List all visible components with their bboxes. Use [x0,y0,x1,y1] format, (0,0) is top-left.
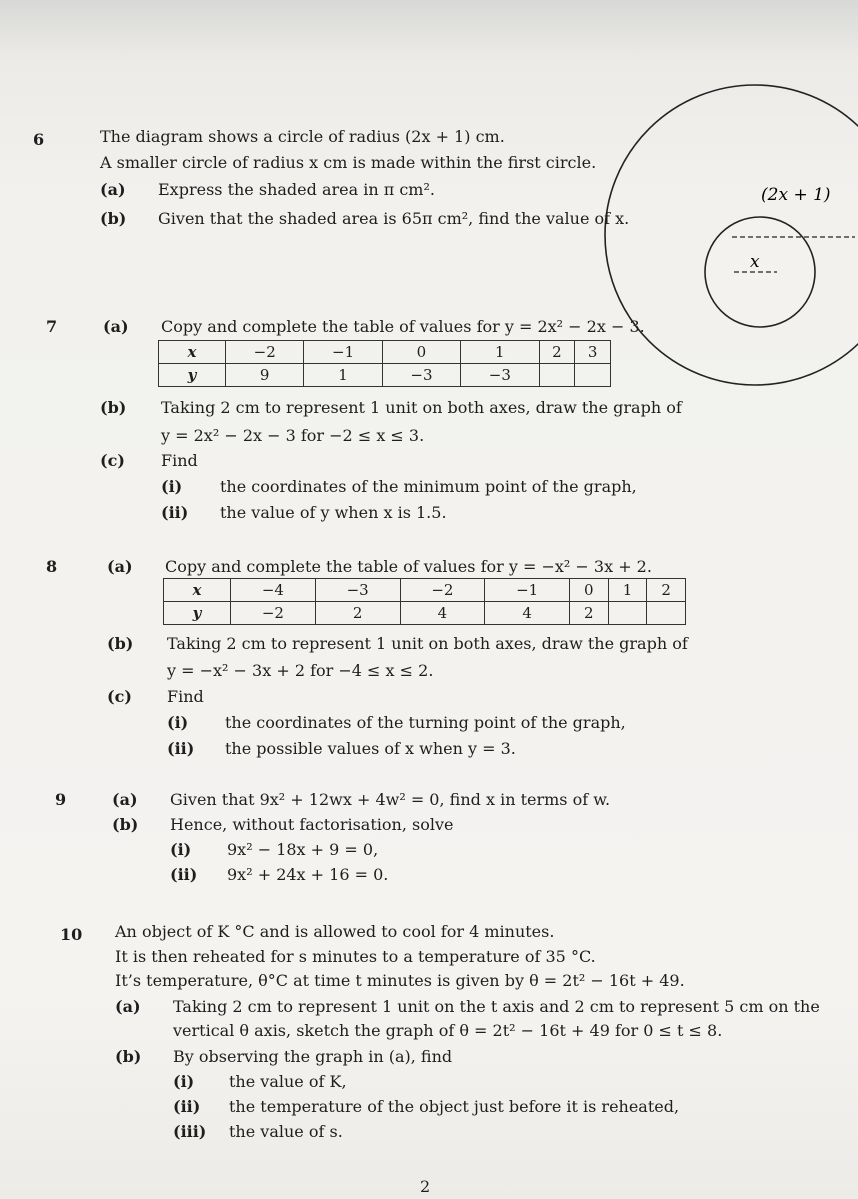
table-cell: −1 [485,579,570,602]
table-cell [608,602,647,625]
q10-line-2: It is then reheated for s minutes to a temperature of 35 °C. [115,947,596,966]
table-cell: −3 [315,579,400,602]
table-header-x: x [164,579,231,602]
table-cell: 4 [400,602,485,625]
table-row-y [164,602,686,625]
q6-part-b-label: (b) [100,209,127,228]
table-cell: −3 [382,364,460,387]
q8-part-a-text: Copy and complete the table of values for y = −x² − 3x + 2. [165,557,652,576]
table-row-x [164,579,686,602]
table-header-y: y [164,602,231,625]
q6-part-a-label: (a) [100,180,126,199]
q8-part-c-ii-label: (ii) [167,739,195,758]
table-cell: 1 [608,579,647,602]
q10-part-a-line-1: Taking 2 cm to represent 1 unit on the t axis and 2 cm to represent 5 cm on the [173,997,820,1016]
q10-part-b-text: By observing the graph in (a), find [173,1047,453,1066]
q10-part-b-label: (b) [115,1047,142,1066]
table-cell: 3 [575,341,611,364]
q9-part-b-i-text: 9x² − 18x + 9 = 0, [227,840,379,859]
q8-part-c-label: (c) [107,687,132,706]
question-8-number: 8 [46,557,58,576]
q8-part-c-i-text: the coordinates of the turning point of the graph, [225,713,626,732]
q7-part-c-label: (c) [100,451,125,470]
table-header-y: y [159,364,226,387]
q9-part-b-i-label: (i) [170,840,192,859]
q10-part-b-i-label: (i) [173,1072,195,1091]
q8-part-b-line-1: Taking 2 cm to represent 1 unit on both axes, draw the graph of [167,634,688,653]
q8-part-a-label: (a) [107,557,133,576]
q8-part-c-text: Find [167,687,204,706]
table-row-y [159,364,611,387]
q8-part-b-label: (b) [107,634,134,653]
q8-part-c-i-label: (i) [167,713,189,732]
table-cell: 1 [461,341,539,364]
q7-part-c-i-label: (i) [161,477,183,496]
table-cell: −3 [461,364,539,387]
page-number: 2 [420,1177,431,1196]
question-10-number: 10 [60,925,83,944]
q9-part-a-label: (a) [112,790,138,809]
q7-part-b-line-2: y = 2x² − 2x − 3 for −2 ≤ x ≤ 3. [161,426,425,445]
q6-line-2: A smaller circle of radius x cm is made within the first circle. [100,153,597,172]
q6-line-1: The diagram shows a circle of radius (2x + 1) cm. [100,127,505,146]
table-cell: −1 [304,341,382,364]
question-9-number: 9 [55,790,67,809]
table-cell: 2 [315,602,400,625]
table-cell: 9 [226,364,304,387]
q10-part-b-ii-text: the temperature of the object just before it is reheated, [229,1097,680,1116]
q9-part-b-text: Hence, without factorisation, solve [170,815,454,834]
q7-part-c-text: Find [161,451,198,470]
q7-part-c-ii-label: (ii) [161,503,189,522]
table-header-x: x [159,341,226,364]
q8-values-table [163,578,686,625]
inner-radius-label: x [750,252,760,272]
question-6-number: 6 [33,130,45,149]
q10-line-1: An object of K °C and is allowed to cool for 4 minutes. [115,922,555,941]
table-cell: −2 [226,341,304,364]
q7-part-c-ii-text: the value of y when x is 1.5. [220,503,447,522]
q10-part-a-line-2: vertical θ axis, sketch the graph of θ = 2t² − 16t + 49 for 0 ≤ t ≤ 8. [173,1021,723,1040]
table-cell: 1 [304,364,382,387]
q6-part-a-text: Express the shaded area in π cm². [158,180,435,199]
q7-values-table [158,340,611,387]
q7-part-a-text: Copy and complete the table of values for y = 2x² − 2x − 3. [161,317,645,336]
q10-part-b-i-text: the value of K, [229,1072,347,1091]
question-7-number: 7 [46,317,58,336]
q10-part-b-ii-label: (ii) [173,1097,201,1116]
table-cell: 2 [570,602,609,625]
table-cell: 0 [382,341,460,364]
table-cell [575,364,611,387]
q7-part-b-label: (b) [100,398,127,417]
q9-part-b-ii-text: 9x² + 24x + 16 = 0. [227,865,389,884]
q7-part-b-line-1: Taking 2 cm to represent 1 unit on both axes, draw the graph of [161,398,682,417]
table-cell: 0 [570,579,609,602]
q10-part-a-label: (a) [115,997,141,1016]
table-cell: −2 [400,579,485,602]
outer-radius-label: (2x + 1) [761,185,831,205]
table-cell: −4 [231,579,316,602]
table-cell [539,364,575,387]
table-row-x [159,341,611,364]
table-cell: 2 [647,579,686,602]
table-cell [647,602,686,625]
q8-part-c-ii-text: the possible values of x when y = 3. [225,739,516,758]
q10-line-3: It’s temperature, θ°C at time t minutes is given by θ = 2t² − 16t + 49. [115,971,685,990]
q9-part-a-text: Given that 9x² + 12wx + 4w² = 0, find x in terms of w. [170,790,611,809]
table-cell: 4 [485,602,570,625]
q10-part-b-iii-label: (iii) [173,1122,207,1141]
q9-part-b-ii-label: (ii) [170,865,198,884]
q10-part-b-iii-text: the value of s. [229,1122,343,1141]
table-cell: −2 [231,602,316,625]
table-cell: 2 [539,341,575,364]
q7-part-c-i-text: the coordinates of the minimum point of the graph, [220,477,637,496]
q8-part-b-line-2: y = −x² − 3x + 2 for −4 ≤ x ≤ 2. [167,661,434,680]
q7-part-a-label: (a) [103,317,129,336]
q9-part-b-label: (b) [112,815,139,834]
q6-part-b-text: Given that the shaded area is 65π cm², find the value of x. [158,209,630,228]
